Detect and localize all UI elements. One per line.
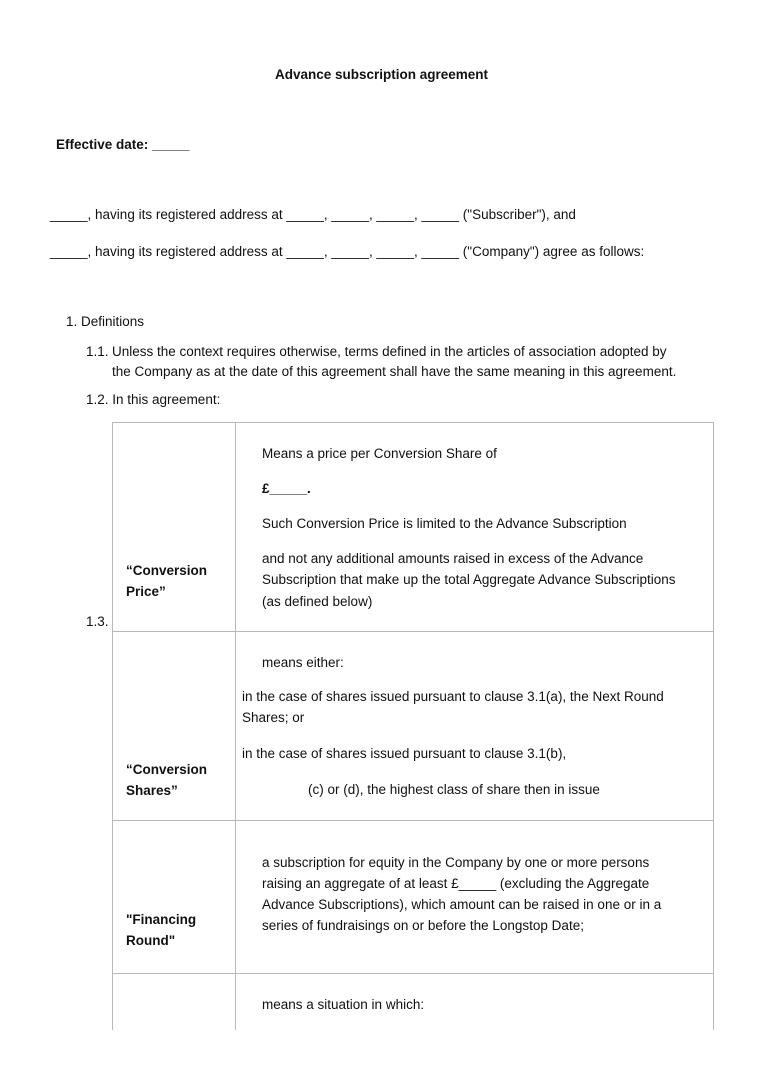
definition-line: Means a price per Conversion Share of (262, 446, 497, 461)
effective-date: Effective date: _____ (56, 137, 190, 152)
definition-line: in the case of shares issued pursuant to clause 3.1(a), the Next Round (242, 689, 664, 704)
definition-line: means a situation in which: (262, 997, 425, 1012)
term-line: "Financing (126, 912, 197, 927)
definition-description-cell (236, 423, 714, 632)
definition-row (113, 974, 714, 1030)
term-line: Shares” (126, 783, 178, 798)
definition-row (113, 423, 714, 632)
definition-line: Advance Subscriptions), which amount can be raised in one or in a (262, 897, 662, 912)
definition-line: and not any additional amounts raised in excess of the Advance (262, 551, 644, 566)
term-line: “Conversion (126, 762, 208, 777)
clause-1-1-line-1: Unless the context requires otherwise, terms defined in the articles of association adopted by (112, 344, 667, 359)
clause-1-1-number: 1.1. (86, 344, 109, 359)
definition-line: a subscription for equity in the Company by one or more persons (262, 855, 650, 870)
definition-line: series of fundraisings on or before the Longstop Date; (262, 918, 584, 933)
definition-line: means either: (262, 655, 344, 670)
definition-description-cell (236, 632, 714, 821)
term-line: “Conversion (126, 563, 208, 578)
definition-row (113, 821, 714, 974)
definition-term-cell (113, 974, 236, 1030)
definition-term-cell (113, 423, 236, 632)
document-title: Advance subscription agreement (274, 67, 489, 82)
definition-term (126, 759, 207, 801)
definition-line: in the case of shares issued pursuant to clause 3.1(b), (242, 746, 567, 761)
clause-1-2: 1.2. In this agreement: (86, 392, 221, 407)
party-subscriber: _____, having its registered address at _____, _____, _____, _____ ("Subscriber"), and (50, 207, 576, 222)
section-heading-definitions: 1. Definitions (66, 314, 145, 329)
definition-description-cell (236, 821, 714, 974)
definitions-table (112, 422, 714, 1030)
definition-term (126, 909, 196, 951)
party-company: _____, having its registered address at _____, _____, _____, _____ ("Company") agree as follows: (50, 244, 645, 259)
clause-1-3-number: 1.3. (86, 614, 109, 629)
definition-term (126, 560, 207, 602)
clause-1-1-line-2: the Company as at the date of this agreement shall have the same meaning in this agreement. (112, 364, 677, 379)
conversion-price-amount: £_____. (262, 481, 311, 496)
term-line: Round" (126, 933, 176, 948)
definition-line: raising an aggregate of at least £_____ (excluding the Aggregate (262, 876, 650, 891)
definition-line: (as defined below) (262, 594, 373, 609)
term-line: Price” (126, 584, 166, 599)
definition-term-cell (113, 632, 236, 821)
definition-term-cell (113, 821, 236, 974)
definition-description-cell (236, 974, 714, 1030)
definition-line: Such Conversion Price is limited to the Advance Subscription (262, 516, 627, 531)
definition-line: (c) or (d), the highest class of share then in issue (308, 782, 600, 797)
definition-line: Subscription that make up the total Aggregate Advance Subscriptions (262, 572, 676, 587)
definition-line: Shares; or (242, 710, 305, 725)
definition-row (113, 632, 714, 821)
